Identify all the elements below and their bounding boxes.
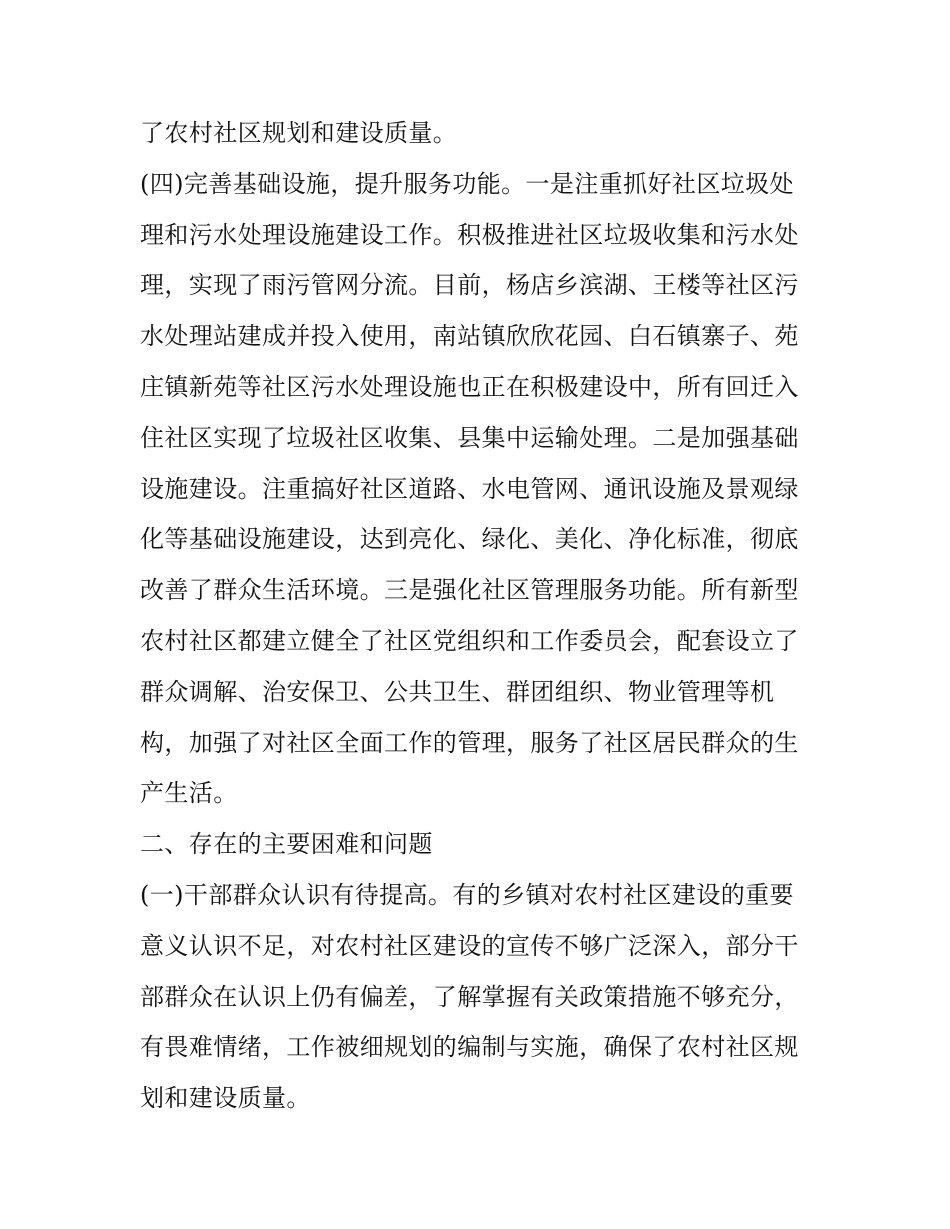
text-line-1: 了农村社区规划和建设质量。 (140, 119, 458, 147)
text-line-19: 有畏难情绪，工作被细规划的编制与实施，确保了农村社区规 (140, 1033, 799, 1062)
text-line-7: 住社区实现了垃圾社区收集、县集中运输处理。二是加强基础 (140, 423, 799, 452)
document-body (140, 108, 820, 1124)
text-line-6: 庄镇新苑等社区污水处理设施也正在积极建设中，所有回迁入 (140, 372, 799, 401)
text-line-3: 理和污水处理设施建设工作。积极推进社区垃圾收集和污水处 (140, 220, 799, 249)
text-line-9: 化等基础设施建设，达到亮化、绿化、美化、净化标准，彻底 (140, 525, 799, 554)
section-heading: 二、存在的主要困难和问题 (140, 830, 433, 859)
text-line-12: 群众调解、治安保卫、公共卫生、群团组织、物业管理等机 (140, 677, 775, 706)
text-line-13: 构，加强了对社区全面工作的管理，服务了社区居民群众的生 (140, 728, 799, 757)
text-line-20: 划和建设质量。 (140, 1084, 311, 1113)
text-line-11: 农村社区都建立健全了社区党组织和工作委员会，配套设立了 (140, 626, 799, 655)
text-line-5: 水处理站建成并投入使用，南站镇欣欣花园、白石镇寨子、苑 (140, 322, 799, 351)
text-line-2: (四)完善基础设施，提升服务功能。一是注重抓好社区垃圾处 (140, 169, 794, 198)
text-line-16: (一)干部群众认识有待提高。有的乡镇对农村社区建设的重要 (140, 880, 794, 909)
text-line-14: 产生活。 (140, 779, 238, 808)
text-line-18: 部群众在认识上仍有偏差，了解掌握有关政策措施不够充分， (140, 982, 799, 1011)
text-line-4: 理，实现了雨污管网分流。目前，杨店乡滨湖、王楼等社区污 (140, 271, 799, 300)
text-line-10: 改善了群众生活环境。三是强化社区管理服务功能。所有新型 (140, 576, 799, 605)
text-line-8: 设施建设。注重搞好社区道路、水电管网、通讯设施及景观绿 (140, 474, 799, 503)
text-line-17: 意义认识不足，对农村社区建设的宣传不够广泛深入，部分干 (140, 931, 799, 960)
